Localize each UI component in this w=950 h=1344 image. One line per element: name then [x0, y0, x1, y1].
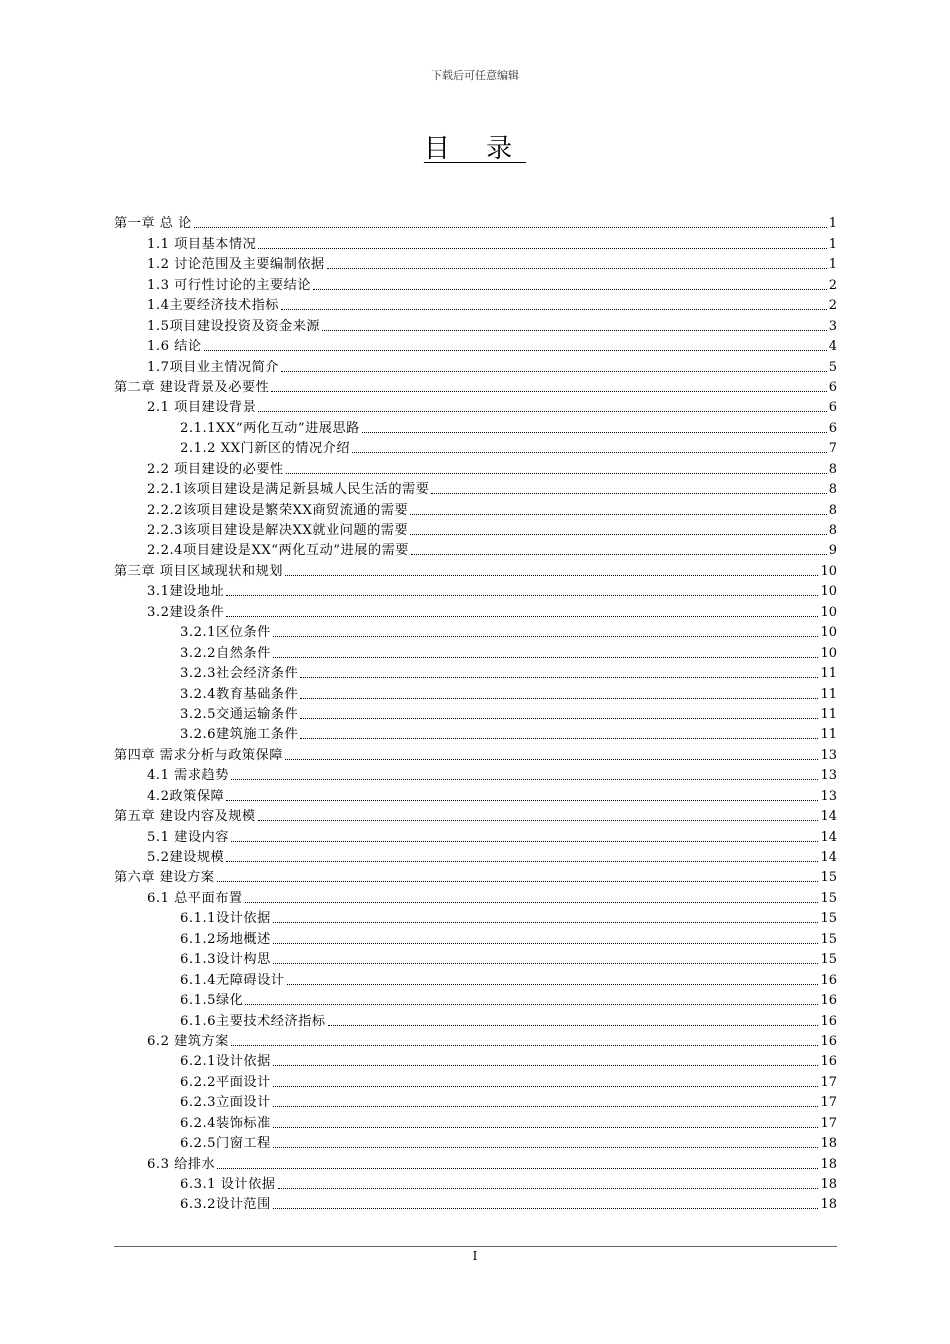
toc-entry[interactable] — [114, 824, 837, 844]
dot-leader — [226, 595, 818, 596]
toc-entry-page: 15 — [820, 911, 837, 927]
toc-entry-page: 17 — [820, 1074, 837, 1090]
dot-leader — [286, 473, 827, 474]
toc-entry[interactable] — [114, 518, 837, 538]
dot-leader — [226, 800, 818, 801]
toc-entry[interactable] — [114, 497, 837, 517]
toc-entry-title: 6.3.1 设计依据 — [180, 1177, 276, 1192]
toc-entry-page: 13 — [820, 788, 837, 804]
toc-entry-page: 13 — [820, 747, 837, 763]
toc-entry-title: 6.2 建筑方案 — [147, 1033, 229, 1049]
toc-entry[interactable] — [114, 640, 837, 660]
toc-entry[interactable] — [114, 906, 837, 926]
dot-leader — [226, 616, 818, 617]
dot-leader — [217, 1168, 818, 1169]
toc-entry-page: 6 — [828, 379, 837, 395]
dot-leader — [287, 984, 819, 985]
dot-leader — [273, 1208, 819, 1209]
toc-entry[interactable] — [114, 1049, 837, 1069]
dot-leader — [431, 493, 826, 494]
dot-leader — [273, 657, 819, 658]
toc-entry-page: 18 — [820, 1136, 837, 1152]
dot-leader — [217, 881, 819, 882]
dot-leader — [278, 1188, 819, 1189]
toc-entry-page: 6 — [828, 420, 837, 436]
toc-entry[interactable] — [114, 272, 837, 292]
dot-leader — [273, 636, 819, 637]
toc-entry-page: 17 — [820, 1095, 837, 1111]
toc-entry[interactable] — [114, 947, 837, 967]
page-number: I — [472, 1249, 478, 1263]
toc-entry[interactable] — [114, 375, 837, 395]
toc-entry-title: 3.2.1区位条件 — [180, 625, 271, 641]
toc-entry-title: 4.1 需求趋势 — [147, 768, 229, 784]
toc-entry[interactable] — [114, 722, 837, 742]
toc-entry-title: 第二章 建设背景及必要性 — [114, 379, 270, 395]
toc-entry[interactable] — [114, 620, 837, 640]
toc-entry[interactable] — [114, 456, 837, 476]
toc-entry-title: 6.1.3设计构思 — [180, 952, 271, 968]
dot-leader — [273, 943, 819, 944]
toc-entry-title: 6.1.1设计依据 — [180, 911, 271, 927]
toc-entry[interactable] — [114, 1090, 837, 1110]
toc-entry-page: 10 — [820, 604, 837, 620]
dot-leader — [273, 1127, 819, 1128]
toc-entry-title: 6.1.2场地概述 — [180, 931, 271, 947]
dot-leader — [271, 391, 826, 392]
toc-entry-page: 15 — [820, 952, 837, 968]
toc-entry-title: 3.2.6建筑施工条件 — [180, 727, 299, 743]
toc-entry[interactable] — [114, 1131, 837, 1151]
toc-entry-page: 6 — [828, 400, 837, 416]
toc-entry-page: 10 — [820, 584, 837, 600]
toc-entry-title: 2.1 项目建设背景 — [147, 400, 257, 416]
toc-entry-page: 14 — [820, 850, 837, 865]
toc-entry[interactable] — [114, 967, 837, 987]
dot-leader — [285, 759, 819, 760]
toc-entry-title: 5.2建设规模 — [147, 850, 225, 865]
toc-entry-page: 16 — [820, 972, 837, 988]
toc-entry[interactable] — [114, 661, 837, 681]
toc-entry-page: 10 — [820, 563, 837, 579]
toc-entry-title: 2.1.2 XX门新区的情况介绍 — [180, 441, 351, 457]
toc-entry-title: 6.3 给排水 — [147, 1156, 216, 1172]
toc-entry-page: 17 — [820, 1115, 837, 1131]
toc-entry-page: 7 — [828, 441, 837, 457]
toc-entry-page: 15 — [820, 870, 837, 886]
toc-entry-page: 16 — [820, 1033, 837, 1049]
toc-entry-page: 11 — [820, 727, 837, 743]
dot-leader — [300, 698, 818, 699]
toc-entry[interactable] — [114, 1110, 837, 1130]
toc-entry-page: 10 — [820, 645, 837, 661]
toc-entry-title: 第三章 项目区域现状和规划 — [114, 563, 283, 579]
toc-entry-page: 18 — [820, 1177, 837, 1192]
toc-entry-page: 1 — [828, 216, 837, 232]
toc-entry-title: 3.2建设条件 — [147, 604, 225, 620]
dot-leader — [204, 350, 827, 351]
toc-entry[interactable] — [114, 415, 837, 435]
toc-entry-title: 2.2.4项目建设是XX“两化互动”进展的需要 — [147, 543, 409, 559]
toc-entry-page: 14 — [820, 829, 837, 845]
toc-entry[interactable] — [114, 702, 837, 722]
toc-entry[interactable] — [114, 681, 837, 701]
toc-entry[interactable] — [114, 558, 837, 578]
toc-entry-title: 4.2政策保障 — [147, 788, 225, 804]
dot-leader — [231, 779, 819, 780]
toc-entry[interactable] — [114, 252, 837, 272]
dot-leader — [281, 371, 827, 372]
toc-entry[interactable] — [114, 211, 837, 231]
toc-entry-page: 15 — [820, 931, 837, 947]
table-of-contents — [114, 211, 837, 1212]
dot-leader — [245, 902, 819, 903]
dot-leader — [245, 1004, 818, 1005]
toc-entry-title: 6.1.5绿化 — [180, 993, 244, 1009]
dot-leader — [352, 452, 827, 453]
toc-entry-page: 1 — [828, 236, 837, 252]
toc-entry-title: 1.1 项目基本情况 — [147, 236, 257, 252]
toc-entry[interactable] — [114, 845, 837, 865]
toc-entry[interactable] — [114, 1069, 837, 1089]
dot-leader — [273, 1086, 819, 1087]
dot-leader — [273, 1065, 819, 1066]
dot-leader — [322, 330, 827, 331]
dot-leader — [273, 963, 819, 964]
toc-entry-title: 3.2.3社会经济条件 — [180, 666, 299, 682]
toc-entry-page: 15 — [820, 890, 837, 906]
toc-entry[interactable] — [114, 436, 837, 456]
footer-divider — [114, 1246, 837, 1247]
toc-entry-title: 5.1 建设内容 — [147, 829, 229, 845]
toc-entry-page: 9 — [828, 543, 837, 559]
toc-entry-title: 1.4主要经济技术指标 — [147, 298, 279, 314]
toc-entry-page: 5 — [828, 359, 837, 375]
toc-entry[interactable] — [114, 599, 837, 619]
toc-entry-page: 11 — [820, 686, 837, 702]
toc-entry[interactable] — [114, 763, 837, 783]
dot-leader — [410, 534, 827, 535]
toc-entry-title: 6.3.2设计范围 — [180, 1197, 271, 1213]
toc-entry-title: 第五章 建设内容及规模 — [114, 809, 256, 825]
dot-leader — [285, 575, 819, 576]
toc-entry-page: 8 — [828, 523, 837, 538]
dot-leader — [300, 738, 818, 739]
toc-entry[interactable] — [114, 231, 837, 251]
dot-leader — [300, 677, 818, 678]
toc-entry-title: 第四章 需求分析与政策保障 — [114, 747, 283, 763]
toc-entry[interactable] — [114, 293, 837, 313]
toc-entry-page: 2 — [828, 298, 837, 314]
toc-entry[interactable] — [114, 1192, 837, 1212]
toc-entry[interactable] — [114, 988, 837, 1008]
toc-entry-page: 1 — [828, 257, 837, 273]
dot-leader — [411, 554, 827, 555]
toc-entry-page: 16 — [820, 1013, 837, 1029]
toc-entry[interactable] — [114, 1008, 837, 1028]
toc-entry[interactable] — [114, 313, 837, 333]
toc-entry-title: 2.2 项目建设的必要性 — [147, 461, 284, 477]
dot-leader — [273, 1106, 819, 1107]
toc-entry-title: 1.2 讨论范围及主要编制依据 — [147, 257, 325, 273]
toc-entry-title: 3.2.5交通运输条件 — [180, 706, 299, 722]
toc-entry[interactable] — [114, 1172, 837, 1192]
toc-entry-title: 6.2.4装饰标准 — [180, 1115, 271, 1131]
dot-leader — [281, 309, 827, 310]
toc-entry-page: 11 — [820, 666, 837, 682]
dot-leader — [300, 718, 818, 719]
toc-entry-page: 13 — [820, 768, 837, 784]
dot-leader — [328, 1025, 819, 1026]
dot-leader — [226, 861, 818, 862]
dot-leader — [258, 820, 819, 821]
toc-entry-page: 4 — [828, 339, 837, 355]
toc-entry-page: 14 — [820, 809, 837, 825]
dot-leader — [258, 248, 826, 249]
toc-entry-title: 2.2.3该项目建设是解决XX就业问题的需要 — [147, 523, 409, 538]
toc-entry[interactable] — [114, 1151, 837, 1171]
toc-entry-title: 6.2.3立面设计 — [180, 1095, 271, 1111]
toc-entry-title: 1.7项目业主情况简介 — [147, 359, 279, 375]
toc-entry-title: 3.2.4教育基础条件 — [180, 686, 299, 702]
toc-entry-title: 第一章 总 论 — [114, 216, 192, 232]
toc-entry-title: 6.2.2平面设计 — [180, 1074, 271, 1090]
toc-entry-title: 1.5项目建设投资及资金来源 — [147, 318, 321, 334]
header-note: 下载后可任意编辑 — [431, 69, 519, 82]
toc-entry-title: 2.2.2该项目建设是繁荣XX商贸流通的需要 — [147, 502, 409, 518]
toc-entry-page: 8 — [828, 482, 837, 498]
toc-entry[interactable] — [114, 885, 837, 905]
toc-entry-page: 8 — [828, 502, 837, 518]
toc-entry-page: 18 — [820, 1197, 837, 1213]
toc-entry-page: 16 — [820, 1054, 837, 1070]
toc-entry[interactable] — [114, 926, 837, 946]
toc-entry[interactable] — [114, 865, 837, 885]
dot-leader — [194, 227, 827, 228]
dot-leader — [273, 922, 819, 923]
toc-entry-page: 18 — [820, 1156, 837, 1172]
toc-entry-page: 2 — [828, 277, 837, 293]
dot-leader — [313, 289, 827, 290]
toc-entry[interactable] — [114, 334, 837, 354]
toc-entry[interactable] — [114, 354, 837, 374]
dot-leader — [410, 514, 827, 515]
toc-entry[interactable] — [114, 579, 837, 599]
toc-entry-title: 1.6 结论 — [147, 339, 202, 355]
toc-entry-title: 6.2.1设计依据 — [180, 1054, 271, 1070]
toc-entry-title: 3.1建设地址 — [147, 584, 225, 600]
toc-entry-title: 2.2.1该项目建设是满足新县城人民生活的需要 — [147, 482, 430, 498]
toc-entry-page: 3 — [828, 318, 837, 334]
toc-entry[interactable] — [114, 1029, 837, 1049]
toc-entry-title: 1.3 可行性讨论的主要结论 — [147, 277, 312, 293]
toc-entry-title: 6.1.6主要技术经济指标 — [180, 1013, 326, 1029]
toc-entry-title: 第六章 建设方案 — [114, 870, 215, 886]
toc-entry-title: 6.1.4无障碍设计 — [180, 972, 285, 988]
toc-entry-title: 6.1 总平面布置 — [147, 890, 243, 906]
toc-entry-page: 10 — [820, 625, 837, 641]
toc-entry-page: 8 — [828, 461, 837, 477]
toc-entry[interactable] — [114, 477, 837, 497]
dot-leader — [258, 411, 826, 412]
toc-entry-title: 6.2.5门窗工程 — [180, 1136, 271, 1152]
toc-entry[interactable] — [114, 804, 837, 824]
dot-leader — [231, 841, 819, 842]
dot-leader — [273, 1147, 819, 1148]
toc-entry-page: 16 — [820, 993, 837, 1009]
toc-entry-title: 2.1.1XX“两化互动”进展思路 — [180, 420, 360, 436]
toc-entry[interactable] — [114, 538, 837, 558]
toc-entry[interactable] — [114, 783, 837, 803]
dot-leader — [362, 432, 827, 433]
dot-leader — [327, 268, 827, 269]
dot-leader — [231, 1045, 819, 1046]
toc-entry[interactable] — [114, 395, 837, 415]
toc-entry[interactable] — [114, 742, 837, 762]
toc-title: 目 录 — [423, 134, 527, 164]
toc-entry-title: 3.2.2自然条件 — [180, 645, 271, 661]
toc-entry-page: 11 — [820, 706, 837, 722]
